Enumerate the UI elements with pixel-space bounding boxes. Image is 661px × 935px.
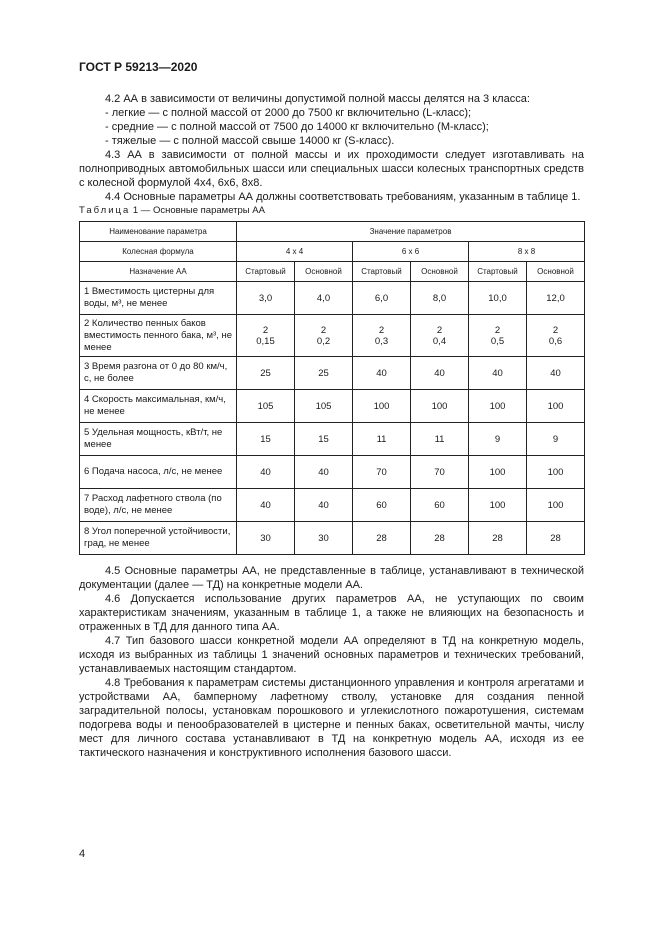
value-cell: 40	[237, 489, 295, 522]
value-cell: 30	[237, 522, 295, 555]
body-paragraph: 4.8 Требования к параметрам системы дистанционного управления и контроля агрегатами и устройствами АА, бамперному лафетному стволу, установке для создания пенной заградительной полосы, установкам порошкового и углекислотного пожаротушения, системам подогрева воды и пенообразователей в цистерне и пенных баках, осветительной мачты, числу мест для личного состава устанавливают в ТД на конкретную модель АА, исходя из ее тактического назначения и конструктивного исполнения базового шасси.	[79, 677, 584, 759]
intro-paragraph: - тяжелые — с полной массой свыше 14000 кг (S-класс).	[105, 135, 395, 147]
value-cell: 11	[353, 423, 411, 456]
row-label: 7 Расход лафетного ствола (по воде), л/с, не менее	[80, 489, 237, 522]
value-cell: 15	[237, 423, 295, 456]
value-cell: 4,0	[295, 282, 353, 315]
value-cell: 100	[527, 456, 585, 489]
value-cell: 15	[295, 423, 353, 456]
purpose-cell: Основной	[527, 262, 585, 282]
purpose-cell: Стартовый	[469, 262, 527, 282]
value-cell: 28	[527, 522, 585, 555]
value-cell: 40	[295, 489, 353, 522]
value-cell: 25	[237, 357, 295, 390]
row-label: 4 Скорость максимальная, км/ч, не менее	[80, 390, 237, 423]
value-cell: 2 0,15	[237, 315, 295, 357]
purpose-cell: Стартовый	[353, 262, 411, 282]
row-label: 3 Время разгона от 0 до 80 км/ч, с, не более	[80, 357, 237, 390]
header-purpose: Назначение АА	[80, 262, 237, 282]
document-header: ГОСТ Р 59213—2020	[79, 60, 198, 74]
value-cell: 70	[411, 456, 469, 489]
value-cell: 2 0,4	[411, 315, 469, 357]
row-label: 6 Подача насоса, л/с, не менее	[80, 456, 237, 489]
table-row	[80, 390, 585, 423]
value-cell: 105	[295, 390, 353, 423]
value-cell: 25	[295, 357, 353, 390]
value-cell: 9	[527, 423, 585, 456]
intro-paragraph: - средние — с полной массой от 7500 до 14000 кг включительно (М-класс);	[105, 121, 489, 133]
value-cell: 2 0,6	[527, 315, 585, 357]
value-cell: 11	[411, 423, 469, 456]
intro-section	[79, 92, 584, 204]
intro-paragraph: 4.4 Основные параметры АА должны соответствовать требованиям, указанным в таблице 1.	[105, 191, 581, 203]
after-section	[79, 564, 584, 760]
body-paragraph: 4.7 Тип базового шасси конкретной модели АА определяют в ТД на конкретную модель, исходя из выбранных из таблицы 1 значений основных параметров и технических требований, устанавливаемых настоящим стандартом.	[79, 635, 584, 675]
table-caption	[79, 205, 265, 216]
header-param-value: Значение параметров	[237, 222, 585, 242]
table-row	[80, 357, 585, 390]
value-cell: 40	[295, 456, 353, 489]
value-cell: 3,0	[237, 282, 295, 315]
value-cell: 60	[353, 489, 411, 522]
body-paragraph: 4.6 Допускается использование других параметров АА, не уступающих по своим характеристикам значениям, указанным в таблице 1, а также не влияющих на безопасность и отраженных в ТД для данного типа АА.	[79, 593, 584, 633]
header-param-name: Наименование параметра	[80, 222, 237, 242]
value-cell: 40	[353, 357, 411, 390]
value-cell: 100	[469, 489, 527, 522]
value-cell: 2 0,3	[353, 315, 411, 357]
value-cell: 100	[469, 456, 527, 489]
row-label: 1 Вместимость цистерны для воды, м³, не менее	[80, 282, 237, 315]
intro-paragraph: 4.2 АА в зависимости от величины допустимой полной массы делятся на 3 класса:	[105, 93, 530, 105]
table-row	[80, 423, 585, 456]
table-row	[80, 522, 585, 555]
formula-6x6: 6 х 6	[353, 242, 469, 262]
value-cell: 40	[527, 357, 585, 390]
value-cell: 6,0	[353, 282, 411, 315]
value-cell: 100	[353, 390, 411, 423]
intro-paragraph: 4.3 АА в зависимости от полной массы и их проходимости следует изготавливать на полноприводных автомобильных шасси или специальных шасси колесных транспортных средств с колесной формулой 4х4, 6х6, 8х8.	[79, 149, 584, 189]
value-cell: 10,0	[469, 282, 527, 315]
formula-8x8: 8 х 8	[469, 242, 585, 262]
table-row	[80, 282, 585, 315]
formula-4x4: 4 х 4	[237, 242, 353, 262]
row-label: 5 Удельная мощность, кВт/т, не менее	[80, 423, 237, 456]
row-label: 8 Угол поперечной устойчивости, град, не менее	[80, 522, 237, 555]
value-cell: 100	[469, 390, 527, 423]
value-cell: 8,0	[411, 282, 469, 315]
value-cell: 100	[411, 390, 469, 423]
value-cell: 105	[237, 390, 295, 423]
value-cell: 12,0	[527, 282, 585, 315]
table-caption-title: 1 — Основные параметры АА	[130, 205, 265, 216]
purpose-cell: Стартовый	[237, 262, 295, 282]
page-number: 4	[79, 848, 86, 860]
table-row	[80, 456, 585, 489]
intro-paragraph: - легкие — с полной массой от 2000 до 7500 кг включительно (L-класс);	[105, 107, 472, 119]
value-cell: 40	[469, 357, 527, 390]
value-cell: 40	[237, 456, 295, 489]
value-cell: 100	[527, 390, 585, 423]
table-caption-prefix: Таблица	[79, 205, 131, 216]
value-cell: 28	[411, 522, 469, 555]
value-cell: 30	[295, 522, 353, 555]
body-paragraph: 4.5 Основные параметры АА, не представленные в таблице, устанавливают в технической документации (далее — ТД) на конкретные модели АА.	[79, 565, 584, 591]
header-wheel-formula: Колесная формула	[80, 242, 237, 262]
value-cell: 28	[353, 522, 411, 555]
value-cell: 60	[411, 489, 469, 522]
purpose-cell: Основной	[411, 262, 469, 282]
table-row	[80, 489, 585, 522]
purpose-cell: Основной	[295, 262, 353, 282]
value-cell: 28	[469, 522, 527, 555]
value-cell: 40	[411, 357, 469, 390]
value-cell: 70	[353, 456, 411, 489]
row-label: 2 Количество пенных баков вместимость пенного бака, м³, не менее	[80, 315, 237, 357]
value-cell: 9	[469, 423, 527, 456]
table-row	[80, 315, 585, 357]
value-cell: 2 0,2	[295, 315, 353, 357]
value-cell: 2 0,5	[469, 315, 527, 357]
value-cell: 100	[527, 489, 585, 522]
parameters-table	[79, 221, 585, 555]
